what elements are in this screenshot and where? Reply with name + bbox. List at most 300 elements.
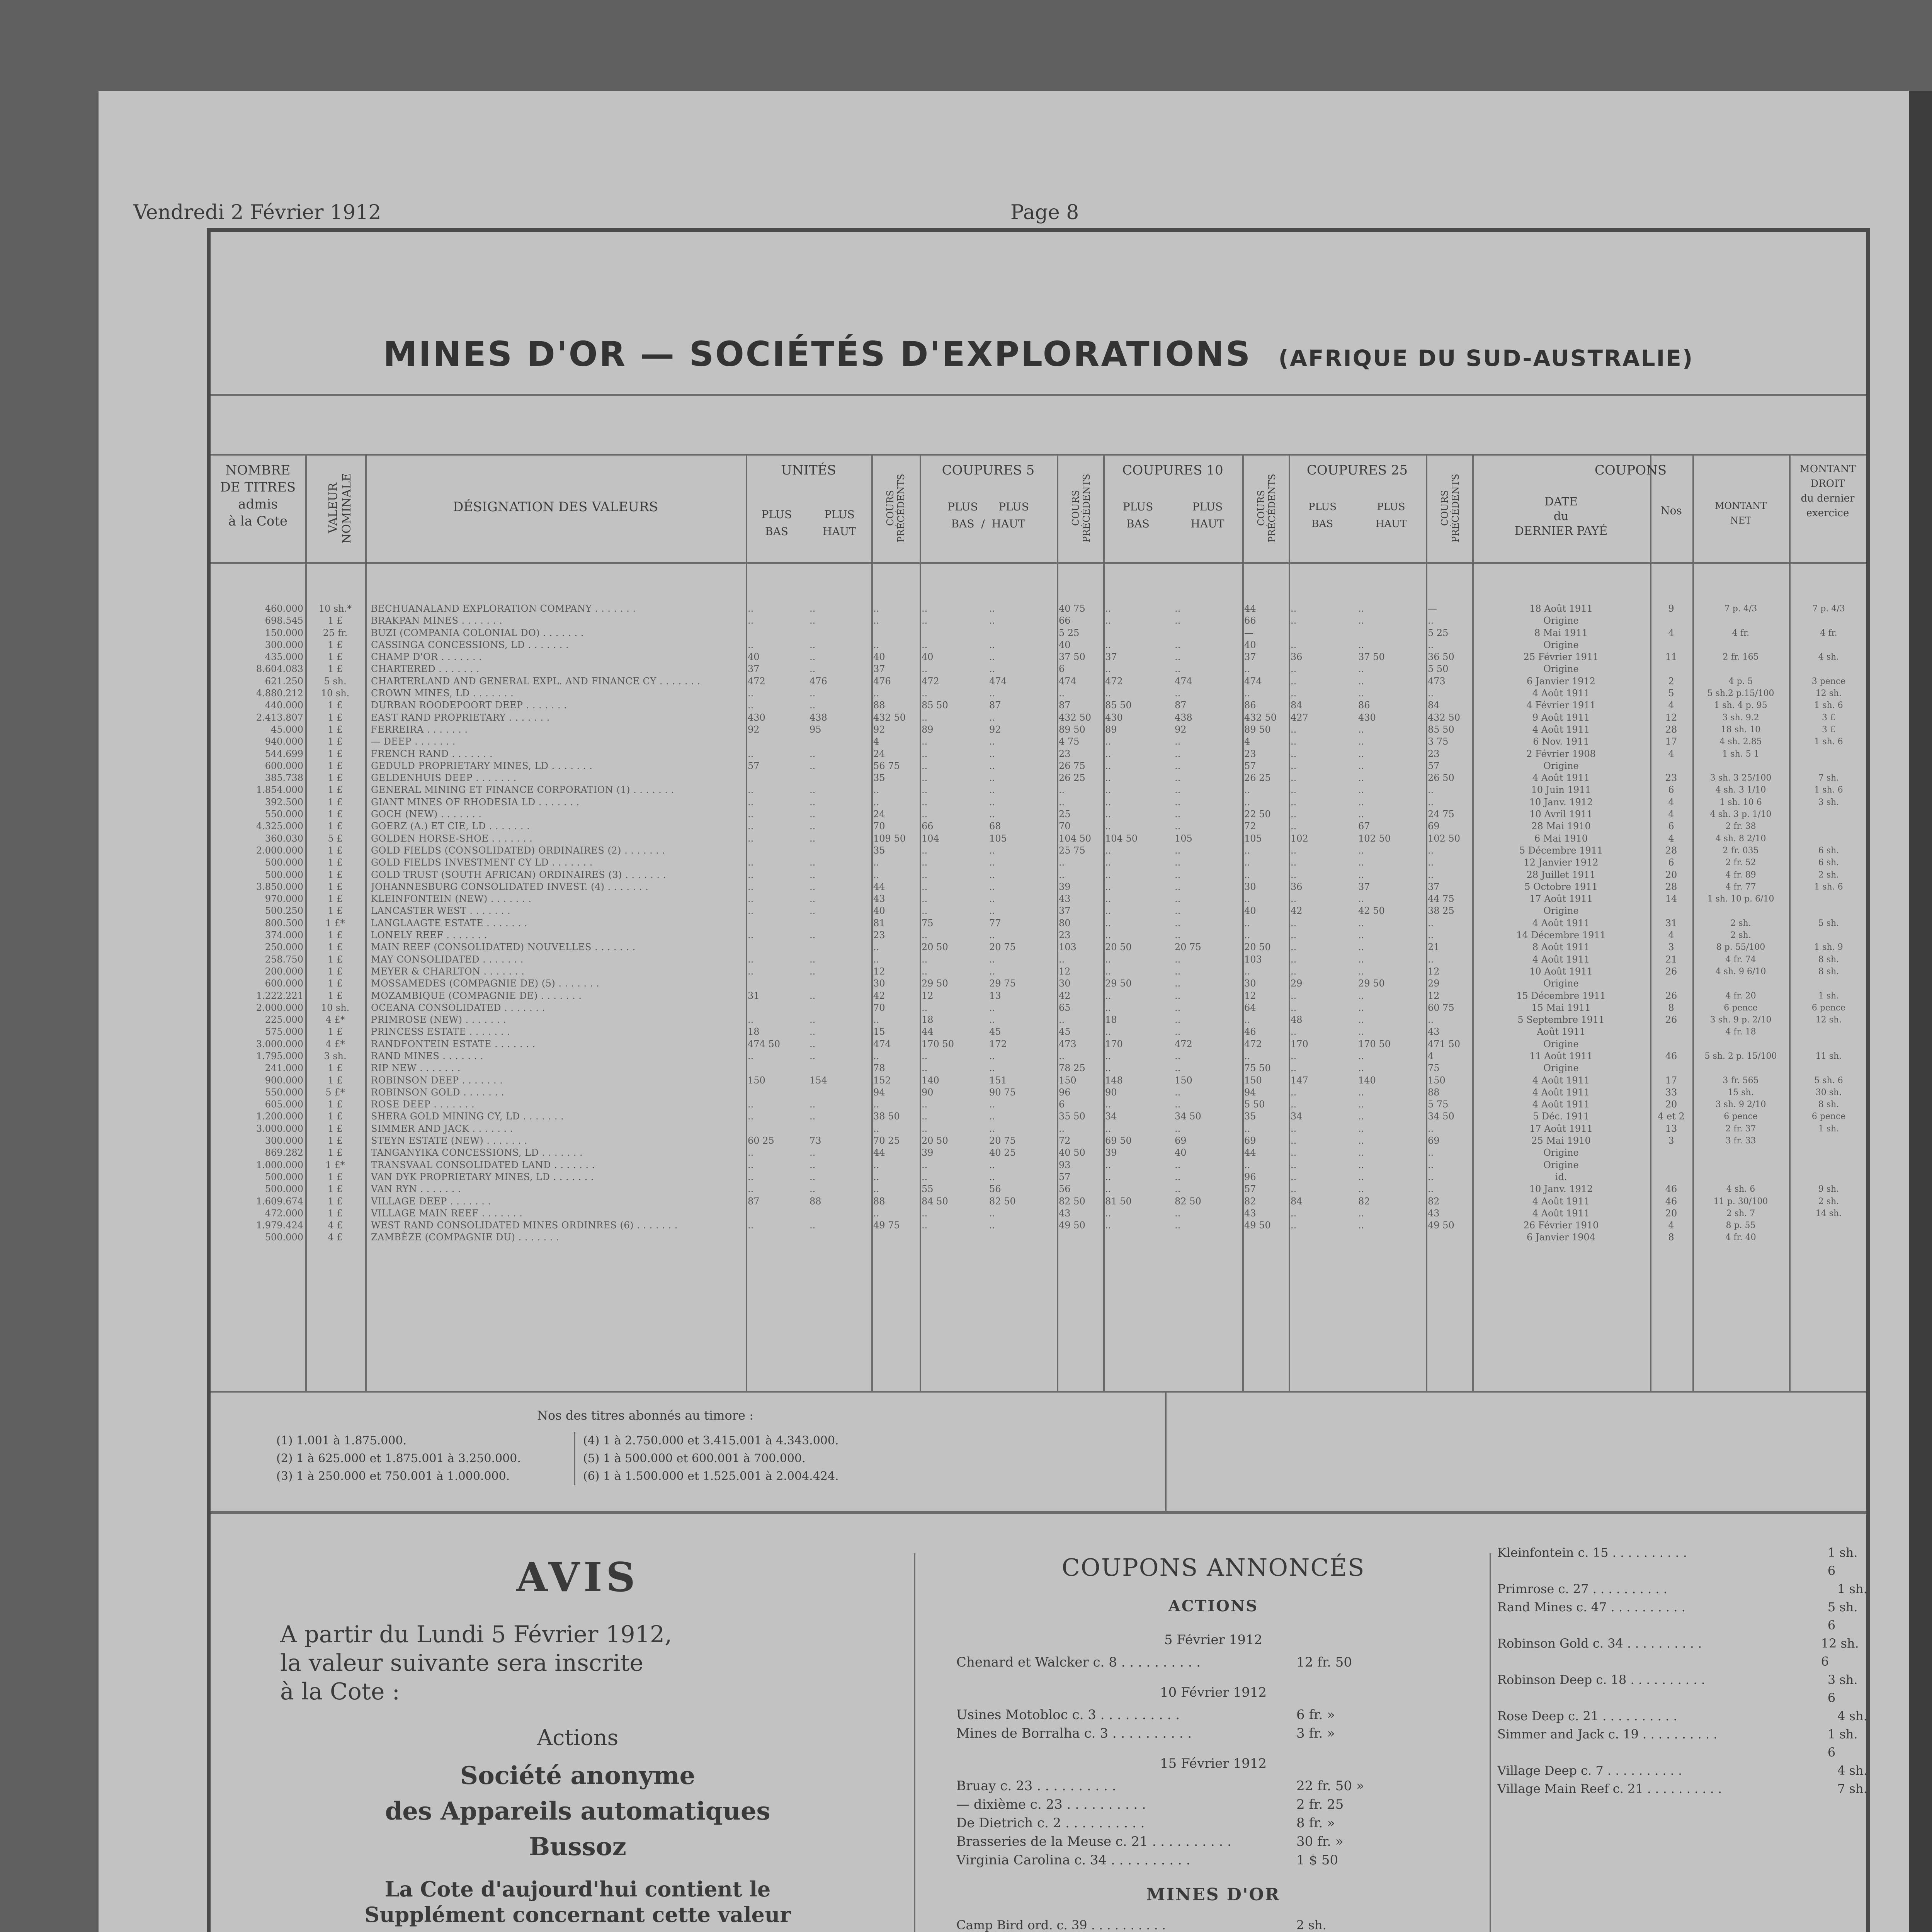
cell-c10_bas: 69 50: [1105, 1135, 1132, 1146]
cell-no: 14: [1665, 893, 1677, 905]
col-cours-prec-1: [873, 603, 919, 1244]
cell-c25_haut: ..: [1358, 736, 1364, 747]
cell-valeur: 1 £: [328, 1075, 343, 1086]
cell-c25_bas: ..: [1291, 615, 1297, 626]
coupon-label: Kleinfontein c. 15 . . . . . . . . . .: [1497, 1545, 1687, 1560]
cell-c5_haut: ..: [989, 809, 995, 820]
cell-c10_haut: 87: [1175, 700, 1187, 711]
cell-unites_bas: [748, 978, 806, 990]
cell-cours_prec_1: 24: [873, 748, 885, 759]
cell-c5_haut: 172: [989, 1038, 1007, 1049]
cell-nombre: 4.880.212: [256, 688, 303, 699]
cell-valeur: 1 £: [328, 1208, 343, 1219]
hdr-montant-droit: MONTANT DROIT du dernier exercice: [1799, 463, 1856, 519]
cell-c25_haut: [1358, 1231, 1424, 1243]
cell-nombre: 200.000: [265, 966, 303, 977]
cell-c25_bas: ..: [1291, 893, 1297, 905]
cell-cours_prec_4: ..: [1428, 1147, 1434, 1158]
cell-c25_haut: ..: [1358, 615, 1364, 626]
cell-no: 23: [1665, 772, 1677, 784]
cell-c5_haut: ..: [989, 1159, 995, 1170]
cell-date_paye: Origine: [1543, 1063, 1579, 1074]
cell-nombre: 544.699: [265, 748, 303, 759]
cell-c25_bas: 42: [1291, 905, 1303, 917]
cell-cours_prec_3: 150: [1244, 1075, 1262, 1086]
cell-cours_prec_3: ..: [1244, 1050, 1250, 1061]
cell-nombre: 1.200.000: [256, 1111, 303, 1122]
cell-c25_bas: ..: [1291, 869, 1297, 880]
cell-date_paye: 25 Février 1911: [1523, 651, 1599, 663]
cell-c5_bas: ..: [922, 857, 928, 868]
cell-c25_haut: ..: [1358, 748, 1364, 759]
cell-cours_prec_3: ..: [1244, 917, 1250, 929]
cell-montant: 2 fr. 38: [1725, 821, 1756, 832]
cell-c25_haut: ..: [1358, 1135, 1364, 1146]
cell-no: 6: [1668, 857, 1674, 868]
cell-designation: BECHUANALAND EXPLORATION COMPANY . . . . . . .: [371, 603, 636, 614]
cell-cours_prec_2: 65: [1059, 1002, 1071, 1013]
hdr-montant: MONTANT NET: [1714, 500, 1767, 526]
cell-date_paye: Origine: [1543, 978, 1579, 989]
cell-droit: 6 sh.: [1818, 858, 1839, 868]
cell-nombre: 250.000: [265, 942, 303, 953]
coupon-amount: 4 sh.: [1837, 1763, 1867, 1778]
cell-designation: PRIMROSE (NEW) . . . . . . .: [371, 1014, 507, 1026]
cell-cours_prec_4: ..: [1428, 917, 1434, 929]
cell-c10_haut: 34 50: [1175, 1111, 1201, 1122]
cell-date_paye: 28 Juillet 1911: [1526, 869, 1596, 880]
cell-montant: 4 p. 5: [1728, 676, 1753, 686]
col-c10-haut: [1175, 603, 1240, 1244]
coupons-side-rule: [1490, 1553, 1491, 1932]
cell-montant: 2 sh.: [1730, 930, 1751, 940]
col-nombre: [214, 603, 303, 1244]
cell-c25_haut: ..: [1358, 675, 1364, 687]
cell-cours_prec_4: ..: [1428, 615, 1434, 626]
cell-c5_bas: ..: [922, 809, 928, 820]
coupon-row: [956, 1724, 1470, 1743]
cell-c5_bas: ..: [922, 1099, 928, 1110]
cell-designation: FRENCH RAND . . . . . . .: [371, 748, 493, 759]
cell-designation: SIMMER AND JACK . . . . . . .: [371, 1123, 514, 1134]
cell-droit: [1791, 663, 1866, 675]
cell-c25_haut: ..: [1358, 954, 1364, 965]
cell-valeur: 1 £: [328, 651, 343, 663]
cell-unites_haut: ..: [810, 821, 816, 832]
cell-montant: 4 fr. 74: [1725, 954, 1756, 964]
cell-nombre: 575.000: [265, 1026, 303, 1037]
coupon-label: Rose Deep c. 21 . . . . . . . . . .: [1497, 1709, 1677, 1723]
cell-unites_bas: [748, 736, 806, 748]
cell-designation: CASSINGA CONCESSIONS, LD . . . . . . .: [371, 639, 569, 650]
title-sub: (AFRIQUE DU SUD-AUSTRALIE): [1278, 345, 1694, 371]
cell-c10_bas: ..: [1105, 1026, 1111, 1037]
coupon-row: [956, 1795, 1470, 1814]
cell-valeur: 1 £: [328, 1196, 343, 1207]
cell-designation: MOZAMBIQUE (COMPAGNIE DE) . . . . . . .: [371, 990, 582, 1001]
coupon-label: Mines de Borralha c. 3 . . . . . . . . . .: [956, 1726, 1192, 1741]
cell-no: 4: [1668, 748, 1674, 759]
col-rule: [1103, 454, 1105, 1391]
cell-c25_haut: ..: [1358, 1014, 1364, 1026]
cell-c5_haut: ..: [989, 845, 995, 856]
cell-droit: [1791, 1062, 1866, 1074]
hdr-cours-prec-4: COURS PRÉCÉDENTS: [1439, 474, 1461, 543]
cell-date_paye: 4 Août 1911: [1532, 688, 1590, 699]
cell-valeur: 10 sh.: [321, 1002, 350, 1013]
cell-c5_bas: ..: [922, 869, 928, 880]
cell-nombre: 1.979.424: [256, 1220, 303, 1231]
cell-valeur: 1 £: [328, 760, 343, 771]
cell-cours_prec_2: 89 50: [1059, 724, 1085, 735]
cell-cours_prec_1: 12: [873, 966, 885, 977]
coupon-amount: 12 sh. 6: [1821, 1636, 1859, 1669]
cell-montant: 3 sh. 9 2/10: [1715, 1100, 1766, 1110]
cell-c5_haut: ..: [989, 639, 995, 650]
cell-droit: [1791, 1159, 1866, 1171]
coupon-label: Robinson Gold c. 34 . . . . . . . . . .: [1497, 1636, 1702, 1651]
cell-c25_haut: ..: [1358, 796, 1364, 808]
cell-cours_prec_1: 109 50: [873, 833, 906, 844]
cell-unites_haut: ..: [810, 796, 816, 808]
cell-designation: RANDFONTEIN ESTATE . . . . . . .: [371, 1038, 536, 1049]
cell-date_paye: 28 Mai 1910: [1531, 821, 1591, 832]
cell-nombre: 435.000: [265, 651, 303, 663]
cell-cours_prec_1: [873, 627, 919, 639]
cell-c10_haut: 20 75: [1175, 942, 1201, 953]
cell-c10_haut: 474: [1175, 675, 1192, 687]
cell-c25_bas: ..: [1291, 954, 1297, 965]
cell-c5_haut: [989, 627, 1055, 639]
cell-c10_haut: ..: [1175, 1220, 1181, 1231]
cell-c5_bas: 55: [922, 1184, 934, 1195]
cell-designation: MOSSAMEDES (COMPAGNIE DE) (5) . . . . . . .: [371, 978, 600, 989]
cell-cours_prec_3: 26 25: [1244, 772, 1271, 784]
cell-c5_haut: ..: [989, 1002, 995, 1013]
cell-valeur: 1 £: [328, 869, 343, 880]
cell-c5_haut: 82 50: [989, 1196, 1016, 1207]
cell-cours_prec_3: 66: [1244, 615, 1256, 626]
cell-designation: LANGLAAGTE ESTATE . . . . . . .: [371, 917, 527, 929]
cell-cours_prec_2: 80: [1059, 917, 1071, 929]
cell-designation: WEST RAND CONSOLIDATED MINES ORDINRES (6) . . . . . . .: [371, 1220, 678, 1231]
cell-c5_bas: ..: [922, 1171, 928, 1182]
cell-c5_bas: ..: [922, 615, 928, 626]
cell-cours_prec_3: 89 50: [1244, 724, 1271, 735]
cell-c25_bas: 427: [1291, 712, 1308, 723]
cell-c5_haut: ..: [989, 1014, 995, 1026]
cell-cours_prec_4: ..: [1428, 639, 1434, 650]
cell-cours_prec_4: ..: [1428, 1014, 1434, 1026]
cell-cours_prec_3: 94: [1244, 1087, 1256, 1098]
abonne-line: (3) 1 à 250.000 et 750.001 à 1.000.000.: [276, 1469, 510, 1483]
col-rule: [1692, 454, 1694, 1391]
cell-unites_haut: ..: [810, 688, 816, 699]
cell-c10_bas: ..: [1105, 905, 1111, 917]
coupon-row: [956, 1706, 1470, 1724]
cell-nombre: 600.000: [265, 978, 303, 989]
cell-cours_prec_3: ..: [1244, 796, 1250, 808]
cell-c5_haut: 56: [989, 1184, 1001, 1195]
cell-c5_bas: 66: [922, 821, 934, 832]
cell-c5_bas: ..: [922, 663, 928, 675]
cell-unites_bas: 37: [748, 663, 760, 675]
cell-c5_bas: 89: [922, 724, 934, 735]
cell-unites_bas: ..: [748, 1171, 754, 1182]
cell-unites_haut: ..: [810, 748, 816, 759]
cell-c10_haut: ..: [1175, 663, 1181, 675]
cell-c10_haut: ..: [1175, 821, 1181, 832]
cell-unites_haut: ..: [810, 639, 816, 650]
cell-cours_prec_3: ..: [1244, 1159, 1250, 1170]
cell-c10_haut: ..: [1175, 966, 1181, 977]
cell-cours_prec_1: ..: [873, 869, 879, 880]
cell-c25_bas: ..: [1291, 1147, 1297, 1158]
cell-cours_prec_1: 78: [873, 1063, 885, 1074]
cell-unites_haut: ..: [810, 1038, 816, 1049]
cell-c25_haut: ..: [1358, 845, 1364, 856]
cell-droit: 8 sh.: [1818, 1100, 1839, 1110]
cell-cours_prec_3: 5 50: [1244, 1099, 1265, 1110]
cell-date_paye: 9 Août 1911: [1532, 712, 1590, 723]
coupon-right-row: [1497, 1634, 1868, 1671]
coupon-amount: 8 fr. »: [1296, 1815, 1335, 1831]
cell-unites_bas: [748, 627, 806, 639]
cell-date_paye: 4 Août 1911: [1532, 724, 1590, 735]
cell-c5_haut: ..: [989, 1063, 995, 1074]
cell-c25_haut: ..: [1358, 1171, 1364, 1182]
title-main: MINES D'OR — SOCIÉTÉS D'EXPLORATIONS: [383, 334, 1252, 374]
cell-droit: 12 sh.: [1815, 1015, 1842, 1025]
cell-c25_haut: ..: [1358, 869, 1364, 880]
col-rule: [1242, 454, 1244, 1391]
cell-cours_prec_2: 57: [1059, 1171, 1071, 1182]
cell-valeur: 1 £: [328, 857, 343, 868]
cell-cours_prec_4: 26 50: [1428, 772, 1454, 784]
cell-unites_bas: 40: [748, 651, 760, 663]
cell-cours_prec_2: 103: [1059, 942, 1077, 953]
cell-valeur: 1 £: [328, 1123, 343, 1134]
cell-unites_bas: ..: [748, 869, 754, 880]
hdr-nombre: NOMBRE DE TITRES admis à la Cote: [220, 463, 296, 529]
cell-c10_bas: ..: [1105, 688, 1111, 699]
cell-unites_haut: ..: [810, 1159, 816, 1170]
coupon-row: [956, 1832, 1470, 1851]
cell-cours_prec_4: 34 50: [1428, 1111, 1454, 1122]
cell-c25_haut: 37: [1358, 881, 1370, 892]
cell-cours_prec_3: 37: [1244, 651, 1256, 663]
cell-cours_prec_2: 6: [1059, 1099, 1065, 1110]
cell-date_paye: 4 Août 1911: [1532, 954, 1590, 965]
cell-cours_prec_3: 44: [1244, 603, 1256, 614]
cell-cours_prec_2: 35 50: [1059, 1111, 1085, 1122]
cell-c25_haut: ..: [1358, 784, 1364, 796]
cell-nombre: 1.854.000: [256, 784, 303, 796]
cell-unites_haut: ..: [810, 954, 816, 965]
cell-c25_haut: 86: [1358, 700, 1370, 711]
cell-nombre: 472.000: [265, 1208, 303, 1219]
cell-valeur: 5 £: [328, 833, 343, 844]
cell-cours_prec_3: [1244, 1231, 1287, 1243]
avis-company: [261, 1758, 895, 1865]
cell-c5_bas: ..: [922, 688, 928, 699]
coupon-right-row: [1497, 1762, 1868, 1780]
cell-c25_haut: ..: [1358, 1220, 1364, 1231]
cell-unites_bas: [748, 1087, 806, 1099]
cell-c5_haut: 40 25: [989, 1147, 1016, 1158]
cell-cours_prec_3: 432 50: [1244, 712, 1277, 723]
col-c5-haut: [989, 603, 1055, 1244]
cell-date_paye: 25 Mai 1910: [1531, 1135, 1591, 1146]
cell-cours_prec_4: ..: [1428, 784, 1434, 796]
cell-cours_prec_3: 64: [1244, 1002, 1256, 1013]
cell-droit: [1791, 1135, 1866, 1147]
cell-c5_haut: ..: [989, 1171, 995, 1182]
cell-cours_prec_4: 85 50: [1428, 724, 1454, 735]
cell-designation: TRANSVAAL CONSOLIDATED LAND . . . . . . .: [371, 1159, 595, 1170]
cell-montant: 6 pence: [1724, 1112, 1758, 1122]
cell-c25_bas: ..: [1291, 942, 1297, 953]
cell-c5_haut: ..: [989, 772, 995, 784]
cell-c10_bas: ..: [1105, 784, 1111, 796]
cell-droit: [1791, 639, 1866, 651]
mines-title: MINES D'OR: [1146, 1885, 1281, 1905]
cell-cours_prec_4: ..: [1428, 869, 1434, 880]
cell-unites_bas: 18: [748, 1026, 760, 1037]
cell-cours_prec_4: 84: [1428, 700, 1440, 711]
cell-date_paye: Origine: [1543, 1038, 1579, 1049]
cell-c10_haut: ..: [1175, 1184, 1181, 1195]
cell-no: 6: [1668, 821, 1674, 832]
cell-droit: [1791, 1038, 1866, 1050]
cell-c5_haut: 20 75: [989, 1135, 1016, 1146]
cell-cours_prec_4: 432 50: [1428, 712, 1460, 723]
coupon-row: [956, 1851, 1470, 1869]
cell-unites_haut: ..: [810, 893, 816, 905]
coupon-label: Simmer and Jack c. 19 . . . . . . . . . .: [1497, 1727, 1718, 1742]
cell-c25_bas: 170: [1291, 1038, 1308, 1049]
cell-c10_haut: ..: [1175, 990, 1181, 1001]
cell-date_paye: 6 Janvier 1912: [1527, 675, 1595, 687]
hdr-coupures5: COUPURES 5: [942, 463, 1035, 478]
cell-montant: 4 sh. 9 6/10: [1715, 966, 1766, 976]
cell-cours_prec_1: 49 75: [873, 1220, 900, 1231]
cell-nombre: 1.609.674: [256, 1196, 303, 1207]
cell-cours_prec_3: 57: [1244, 760, 1256, 771]
cell-droit: 1 sh. 9: [1814, 942, 1843, 952]
cell-valeur: 1 £*: [325, 1159, 345, 1170]
cell-no: 20: [1665, 869, 1677, 880]
cell-cours_prec_1: ..: [873, 639, 879, 650]
cell-date_paye: 8 Mai 1911: [1534, 627, 1588, 638]
cell-no: [1652, 1171, 1690, 1183]
col-date-paye: [1474, 603, 1648, 1244]
hdr-cours-prec-2: COURS PRÉCÉDENTS: [1070, 474, 1092, 543]
coupon-amount: 2 sh.: [1296, 1918, 1327, 1932]
cell-droit: 8 sh.: [1818, 954, 1839, 964]
cell-unites_bas: ..: [748, 1111, 754, 1122]
cell-unites_haut: ..: [810, 1147, 816, 1158]
hdr-coupures25: COUPURES 25: [1306, 463, 1408, 478]
cell-c5_haut: ..: [989, 603, 995, 614]
abonne-line: (5) 1 à 500.000 et 600.001 à 700.000.: [583, 1452, 806, 1465]
coupon-amount: 5 sh. 6: [1827, 1600, 1858, 1633]
cell-cours_prec_2: 6: [1059, 663, 1065, 675]
cell-valeur: 1 £: [328, 772, 343, 784]
cell-valeur: 4 £: [328, 1220, 343, 1231]
abonnes-side-rule: [1165, 1391, 1167, 1511]
cell-valeur: 5 sh.: [324, 675, 347, 687]
avis-supp-line: La Cote d'aujourd'hui contient le: [384, 1877, 771, 1901]
cell-c10_bas: 170: [1105, 1038, 1123, 1049]
cell-cours_prec_4: 21: [1428, 942, 1440, 953]
cell-cours_prec_2: 23: [1059, 930, 1071, 941]
cell-unites_haut: ..: [810, 615, 816, 626]
cell-c5_bas: ..: [922, 712, 928, 723]
cell-cours_prec_2: 473: [1059, 1038, 1077, 1049]
cell-c5_haut: 68: [989, 821, 1001, 832]
cell-date_paye: 10 Août 1911: [1529, 966, 1593, 977]
cell-cours_prec_4: 57: [1428, 760, 1440, 771]
cell-cours_prec_2: 93: [1059, 1159, 1071, 1170]
cell-nombre: 1.000.000: [256, 1159, 303, 1170]
cell-droit: [1791, 929, 1866, 941]
title-rule: [211, 394, 1866, 396]
cell-unites_haut: [810, 978, 869, 990]
cell-c10_bas: [1105, 1231, 1171, 1243]
cell-montant: 1 sh. 10 6: [1719, 797, 1762, 807]
cell-cours_prec_1: 94: [873, 1087, 885, 1098]
cell-c25_bas: 84: [1291, 1196, 1303, 1207]
cell-c10_bas: ..: [1105, 917, 1111, 929]
cell-unites_haut: ..: [810, 1026, 816, 1037]
cell-valeur: 10 sh.*: [318, 603, 352, 614]
cell-valeur: 1 £: [328, 736, 343, 747]
cell-cours_prec_1: 40: [873, 651, 885, 663]
cell-cours_prec_1: 474: [873, 1038, 891, 1049]
col-rule: [365, 454, 367, 1391]
cell-c5_haut: 13: [989, 990, 1001, 1001]
cell-c25_bas: ..: [1291, 736, 1297, 747]
col-rule: [1289, 454, 1290, 1391]
cell-c25_haut: ..: [1358, 1026, 1364, 1037]
hdr-unites-haut: PLUS HAUT: [823, 508, 856, 538]
cell-date_paye: 4 Août 1911: [1532, 772, 1590, 784]
cell-nombre: 4.325.000: [256, 821, 303, 832]
cell-valeur: 5 £*: [325, 1087, 345, 1098]
cell-montant: 5 sh.2 p.15/100: [1707, 689, 1774, 699]
cell-unites_haut: [810, 1087, 869, 1099]
cell-nombre: 1.795.000: [256, 1050, 303, 1061]
cell-date_paye: Origine: [1543, 1147, 1579, 1158]
cell-c25_bas: ..: [1291, 796, 1297, 808]
cell-no: [1652, 1147, 1690, 1159]
header-bottom-rule: [211, 562, 1866, 564]
coupon-right-row: [1497, 1580, 1868, 1598]
avis-company-line: des Appareils automatiques: [385, 1797, 770, 1826]
hdr-c25-haut: PLUS HAUT: [1375, 501, 1407, 530]
cell-unites_haut: [810, 772, 869, 784]
cell-c5_bas: ..: [922, 784, 928, 796]
cell-c5_haut: ..: [989, 869, 995, 880]
cell-cours_prec_2: 82 50: [1059, 1196, 1085, 1207]
cell-unites_haut: [810, 1231, 869, 1243]
cell-c5_bas: 85 50: [922, 700, 948, 711]
cell-cours_prec_4: 23: [1428, 748, 1440, 759]
cell-cours_prec_2: 40 50: [1059, 1147, 1085, 1158]
cell-montant: [1694, 1147, 1787, 1159]
cell-cours_prec_3: 40: [1244, 639, 1256, 650]
